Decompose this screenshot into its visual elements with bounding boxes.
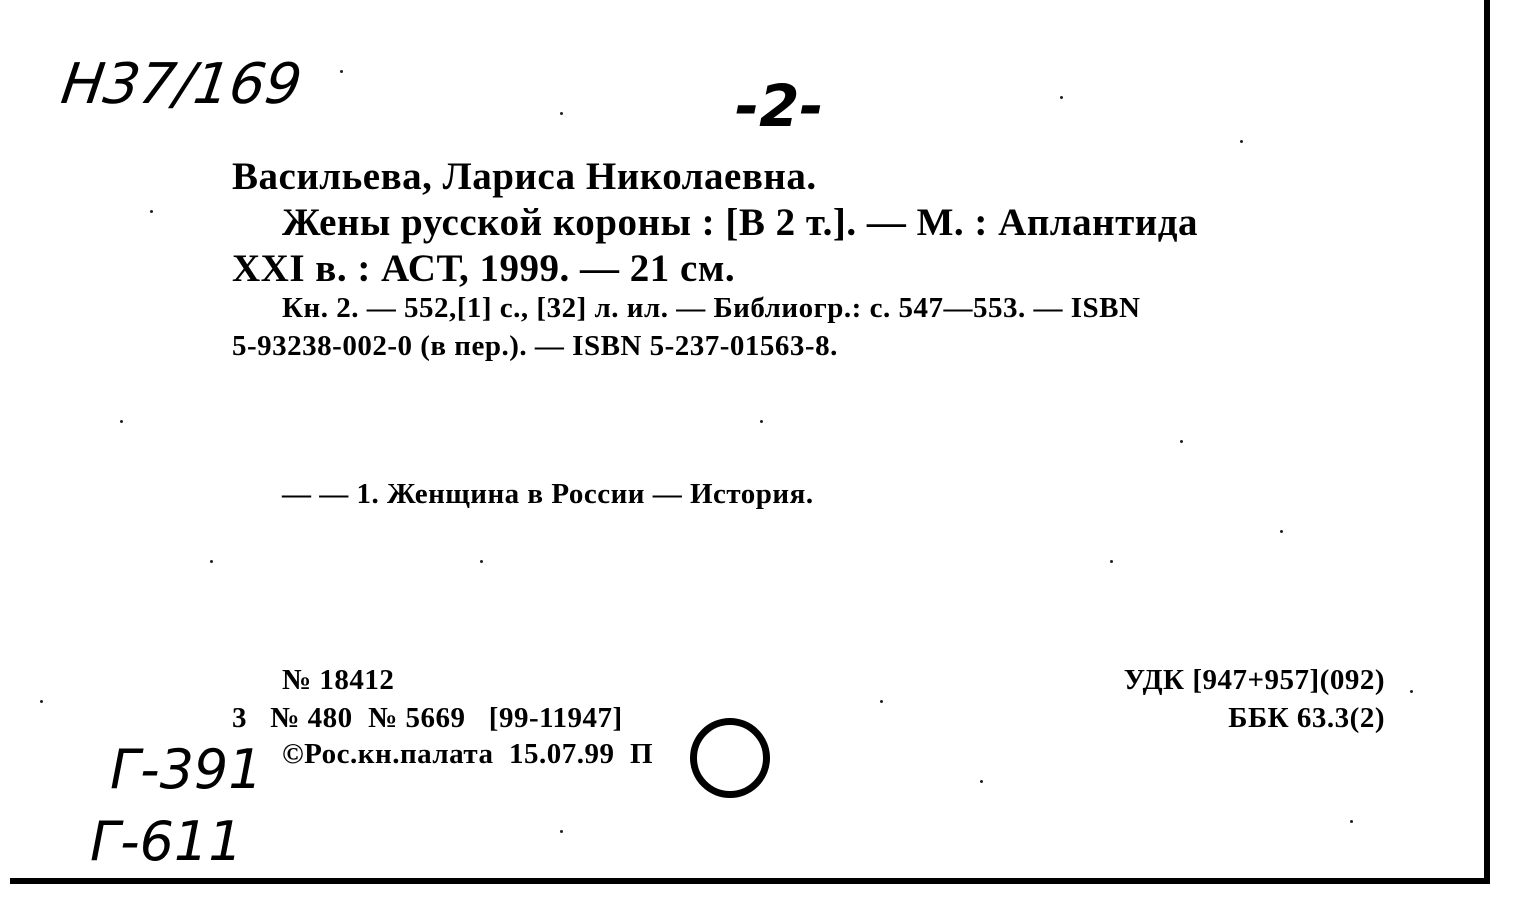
author-heading: Васильева, Лариса Николаевна. <box>232 155 817 198</box>
scan-speck <box>340 70 343 73</box>
scan-speck <box>560 112 563 115</box>
scan-speck <box>560 830 563 833</box>
scan-speck <box>1410 690 1413 693</box>
circle-stamp <box>690 718 770 798</box>
scan-speck <box>480 560 483 563</box>
scan-speck <box>1110 560 1113 563</box>
book-chamber-imprint: ©Рос.кн.палата 15.07.99 П <box>282 738 654 770</box>
code1-handwritten: Г-391 <box>110 738 263 801</box>
scan-speck <box>980 780 983 783</box>
shelf-mark-handwritten: Н37/169 <box>57 52 306 117</box>
card-number: № 18412 <box>282 664 395 696</box>
udc-code: УДК [947+957](092) <box>1123 664 1385 696</box>
description-line-2: 5-93238-002-0 (в пер.). — ISBN 5-237-01563-8. <box>232 330 838 362</box>
scan-speck <box>760 420 763 423</box>
scan-speck <box>1350 820 1353 823</box>
title-line-1: Жены русской короны : [В 2 т.]. — М. : Аплантида <box>282 201 1198 244</box>
scan-speck <box>1240 140 1243 143</box>
scan-speck <box>40 700 43 703</box>
subject-heading: — — 1. Женщина в России — История. <box>282 478 814 510</box>
scan-speck <box>150 210 153 213</box>
volume-number-handwritten: -2- <box>735 72 824 140</box>
scan-speck <box>880 700 883 703</box>
title-line-2: XXI в. : АСТ, 1999. — 21 см. <box>232 247 736 290</box>
scan-speck <box>120 420 123 423</box>
bbk-code: ББК 63.3(2) <box>1228 702 1385 734</box>
scan-speck <box>1280 530 1283 533</box>
description-line-1: Кн. 2. — 552,[1] с., [32] л. ил. — Библиогр.: с. 547—553. — ISBN <box>282 292 1141 324</box>
order-numbers: 3 № 480 № 5669 [99-11947] <box>232 702 623 734</box>
scan-speck <box>1060 96 1063 99</box>
code2-handwritten: Г-611 <box>90 810 243 873</box>
scan-speck <box>210 560 213 563</box>
scan-speck <box>1180 440 1183 443</box>
